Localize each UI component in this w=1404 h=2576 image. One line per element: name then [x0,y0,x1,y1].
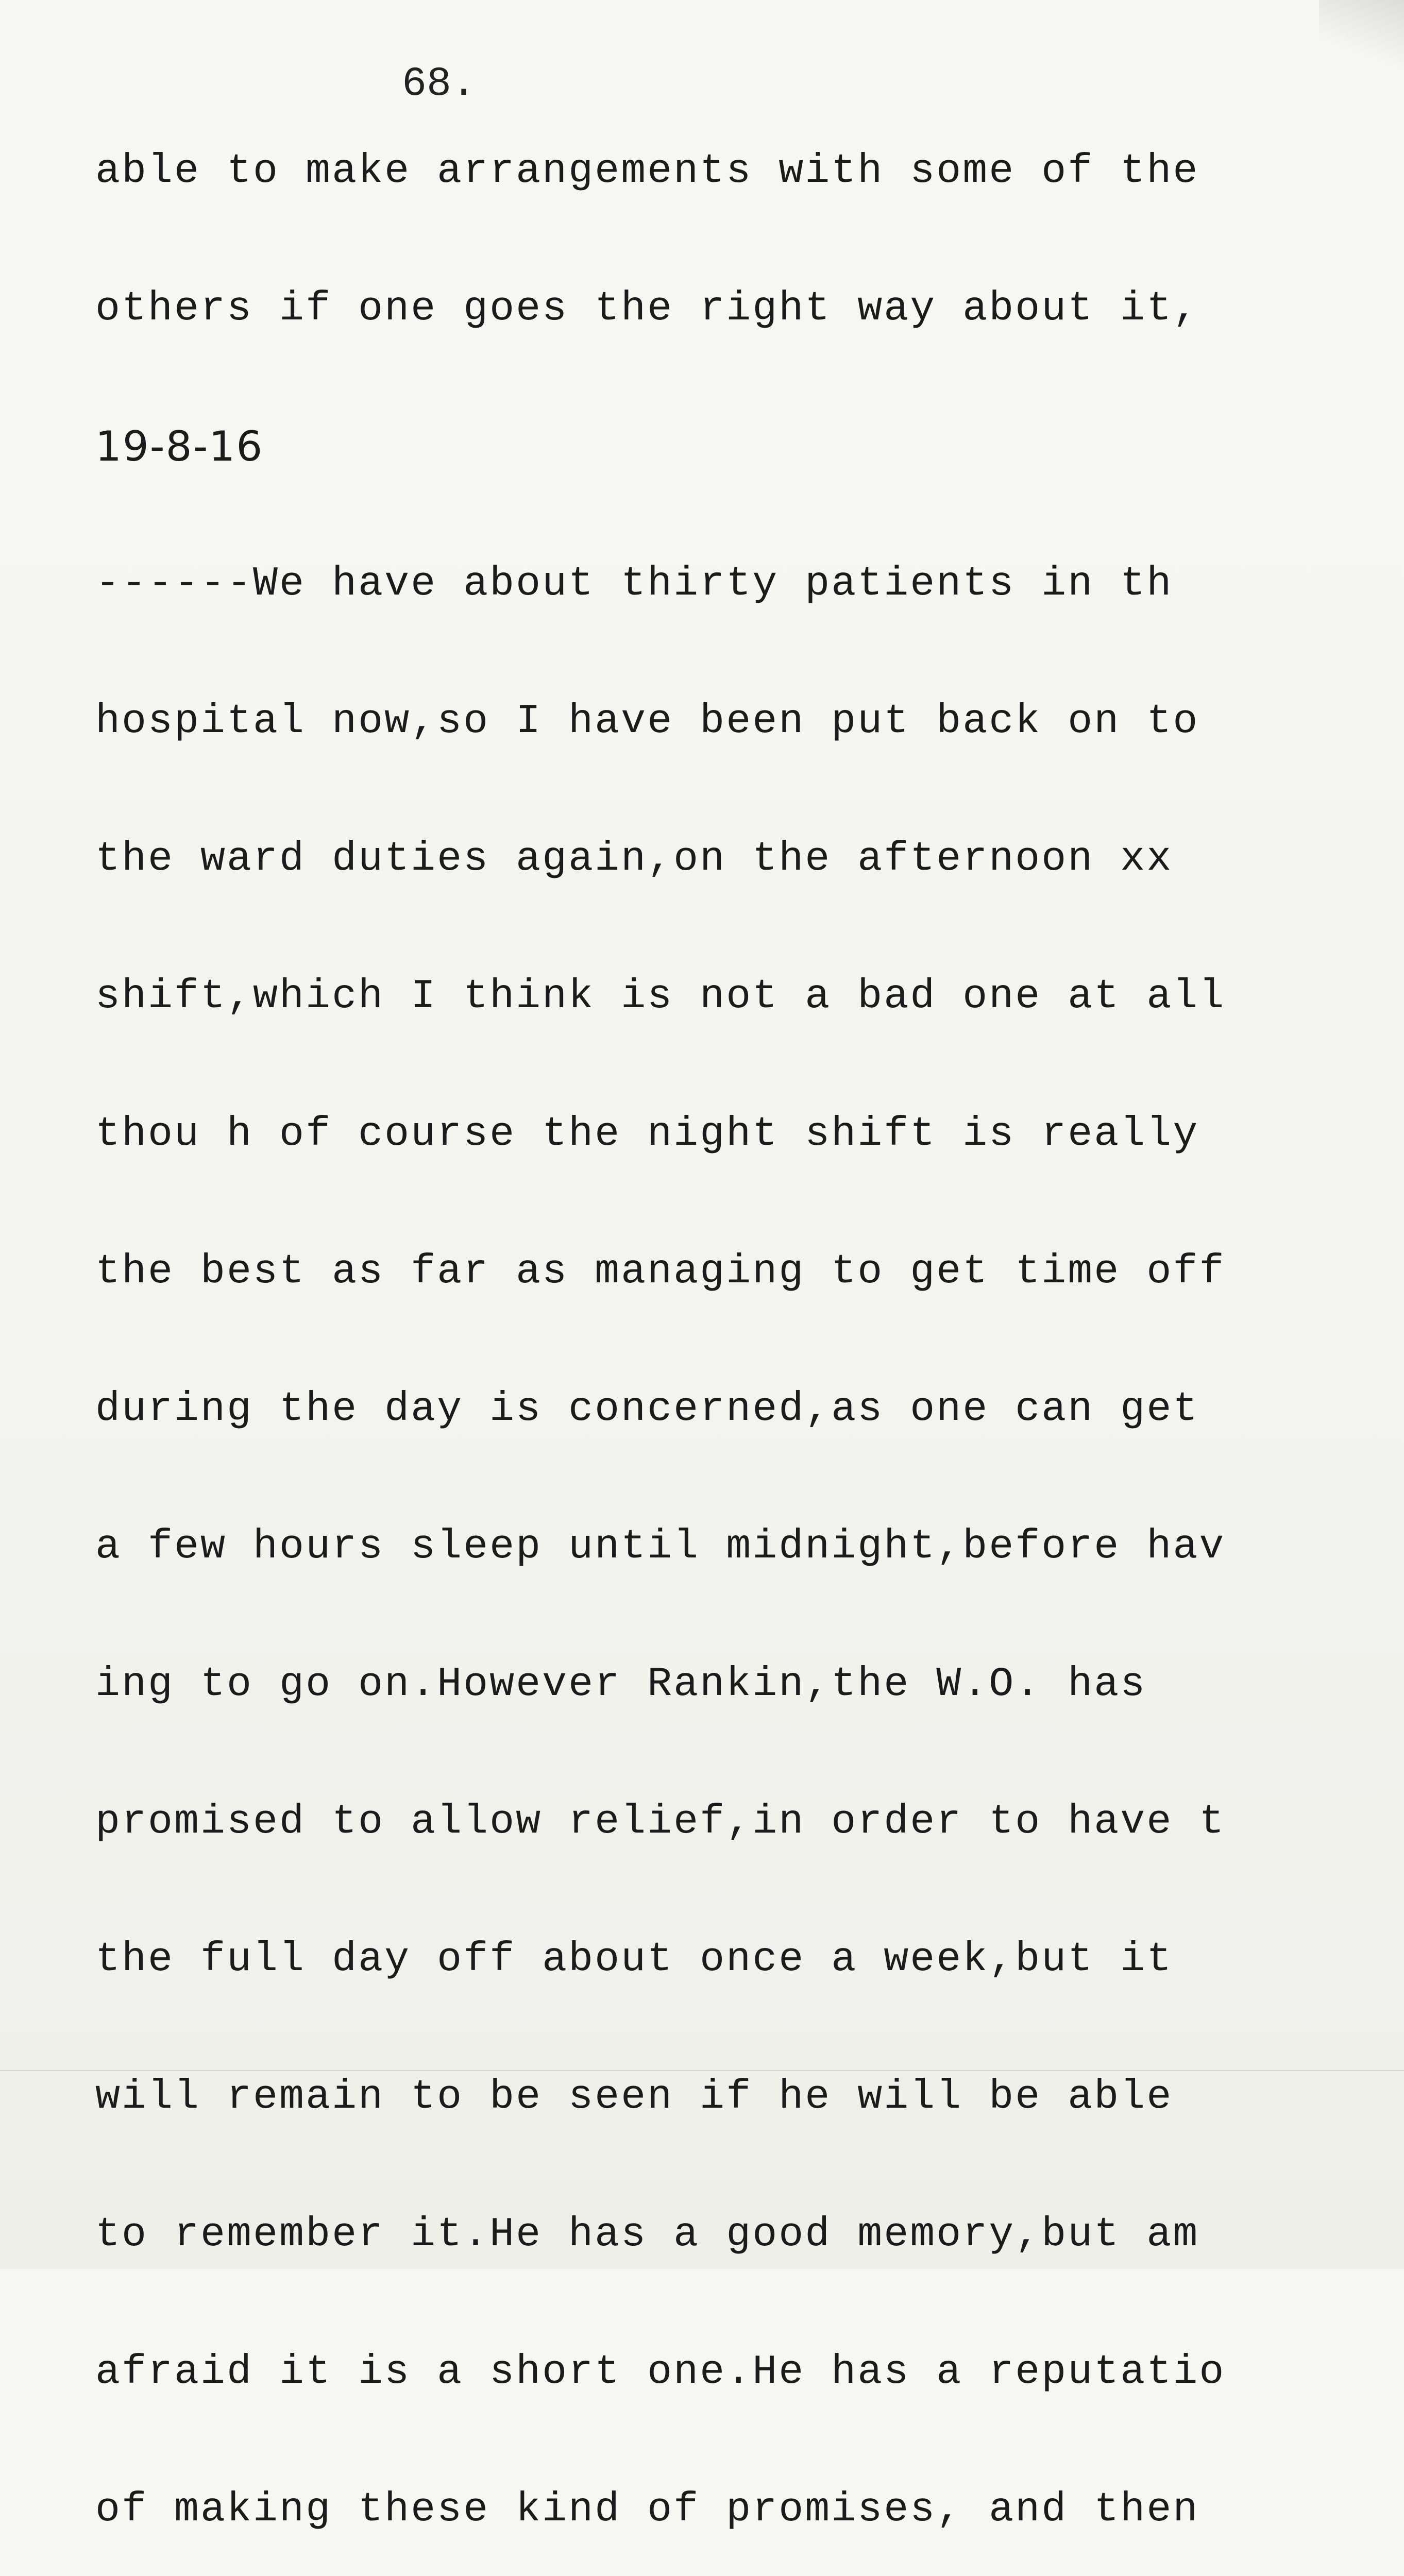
text-line: able to make arrangements with some of the [95,148,1199,195]
text-line: ing to go on.However Rankin,the W.O. has [95,1661,1147,1708]
typed-text-body [95,57,1322,2576]
text-line: hospital now,so I have been put back on to [95,698,1199,745]
page-fold-line [0,2070,1404,2071]
text-line: thou h of course the night shift is really [95,1111,1199,1158]
text-line: ------We have about thirty patients in th [95,561,1173,607]
text-line: others if one goes the right way about it, [95,285,1199,332]
text-line: the full day off about once a week,but it [95,1936,1173,1983]
text-line: promised to allow relief,in order to have t [95,1799,1226,1845]
scan-shadow [1319,0,1404,72]
text-line: to remember it.He has a good memory,but am [95,2211,1199,2258]
entry-date: 19-8-16 [95,422,264,470]
text-line: shift,which I think is not a bad one at all [95,973,1226,1020]
text-line: of making these kind of promises, and then [95,2486,1199,2533]
page-number: 68. [402,61,477,108]
text-line: a few hours sleep until midnight,before hav [95,1523,1226,1570]
text-line: during the day is concerned,as one can get [95,1386,1199,1433]
text-line: the best as far as managing to get time off [95,1248,1226,1295]
text-line: the ward duties again,on the afternoon xx [95,836,1173,883]
text-line: afraid it is a short one.He has a reputatio [95,2349,1226,2396]
text-line: will remain to be seen if he will be able [95,2074,1173,2121]
